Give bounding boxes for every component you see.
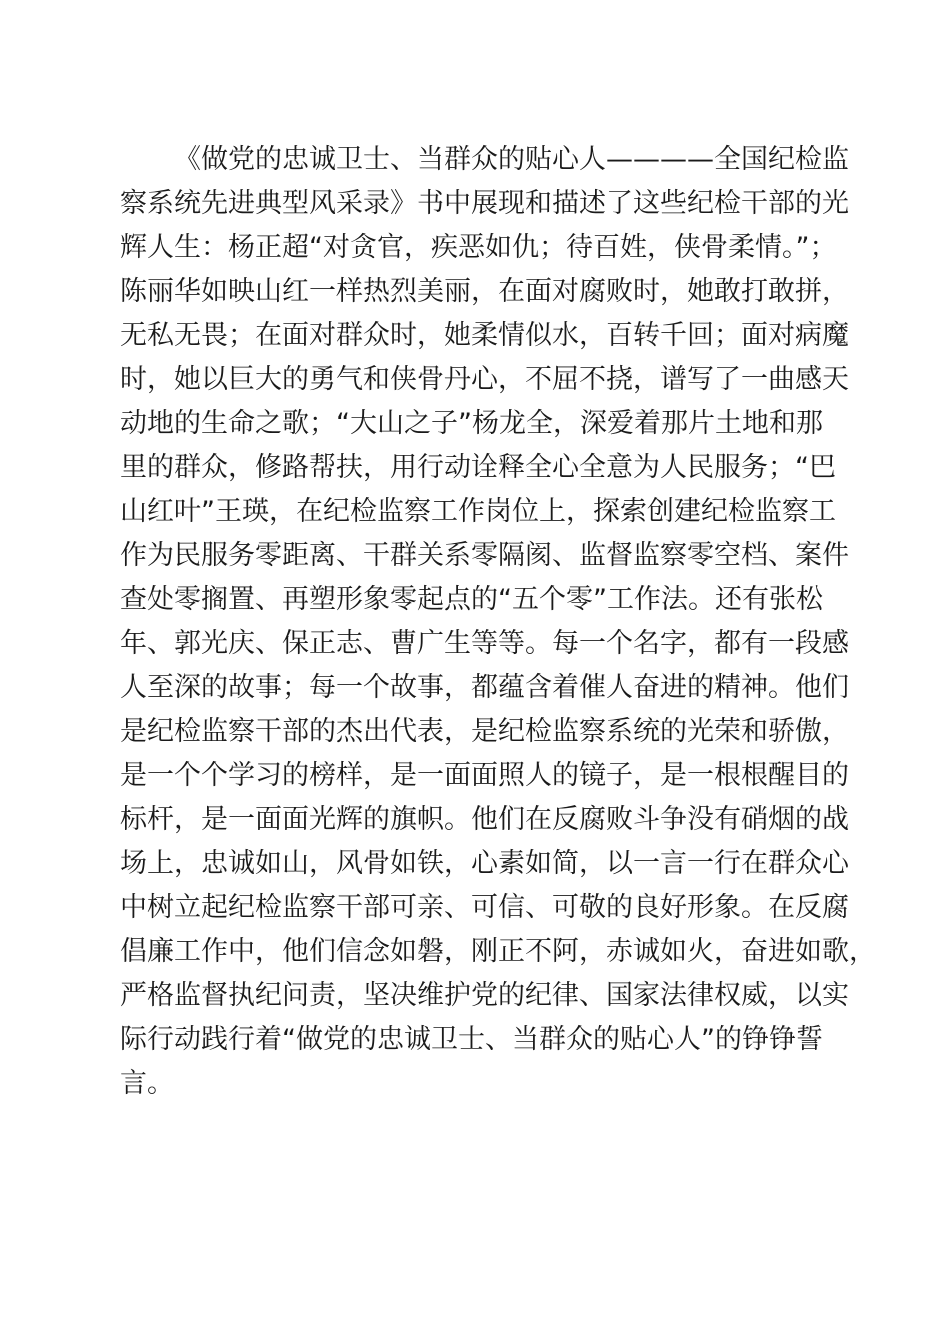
paragraph-line-18: 中树立起纪检监察干部可亲、可信、可敬的良好形象。在反腐 [120,892,849,923]
paragraph-line-4: 陈丽华如映山红一样热烈美丽，在面对腐败时，她敢打敢拼， [120,276,849,307]
paragraph-line-7: 动地的生命之歌；“大山之子”杨龙全，深爱着那片土地和那 [120,408,823,439]
paragraph-line-16: 标杆，是一面面光辉的旗帜。他们在反腐败斗争没有硝烟的战 [120,804,849,835]
paragraph-line-5: 无私无畏；在面对群众时，她柔情似水，百转千回；面对病魔 [120,320,849,351]
paragraph-line-2: 察系统先进典型风采录》书中展现和描述了这些纪检干部的光 [120,188,849,219]
paragraph-line-3: 辉人生：杨正超“对贪官，疾恶如仇；待百姓，侠骨柔情。”； [120,232,837,263]
paragraph-line-9: 山红叶”王瑛，在纪检监察工作岗位上，探索创建纪检监察工 [120,496,836,527]
paragraph-line-10: 作为民服务零距离、干群关系零隔阂、监督监察零空档、案件 [120,540,849,571]
paragraph-line-17: 场上，忠诚如山，风骨如铁，心素如简，以一言一行在群众心 [120,848,849,879]
paragraph-line-8: 里的群众，修路帮扶，用行动诠释全心全意为人民服务；“巴 [120,452,836,483]
paragraph-line-22: 言。 [120,1068,174,1099]
paragraph-line-20: 严格监督执纪问责，坚决维护党的纪律、国家法律权威，以实 [120,980,849,1011]
paragraph-line-19: 倡廉工作中，他们信念如磐，刚正不阿，赤诚如火，奋进如歌， [120,936,876,967]
paragraph-line-21: 际行动践行着“做党的忠诚卫士、当群众的贴心人”的铮铮誓 [120,1024,823,1055]
paragraph-line-1: 《做党的忠诚卫士、当群众的贴心人————全国纪检监 [174,144,849,175]
paragraph-line-15: 是一个个学习的榜样，是一面面照人的镜子，是一根根醒目的 [120,760,849,791]
paragraph-line-14: 是纪检监察干部的杰出代表，是纪检监察系统的光荣和骄傲， [120,716,849,747]
paragraph-line-6: 时，她以巨大的勇气和侠骨丹心，不屈不挠，谱写了一曲感天 [120,364,849,395]
paragraph-line-13: 人至深的故事；每一个故事，都蕴含着催人奋进的精神。他们 [120,672,849,703]
paragraph-line-11: 查处零搁置、再塑形象零起点的“五个零”工作法。还有张松 [120,584,823,615]
paragraph-line-12: 年、郭光庆、保正志、曹广生等等。每一个名字，都有一段感 [120,628,849,659]
